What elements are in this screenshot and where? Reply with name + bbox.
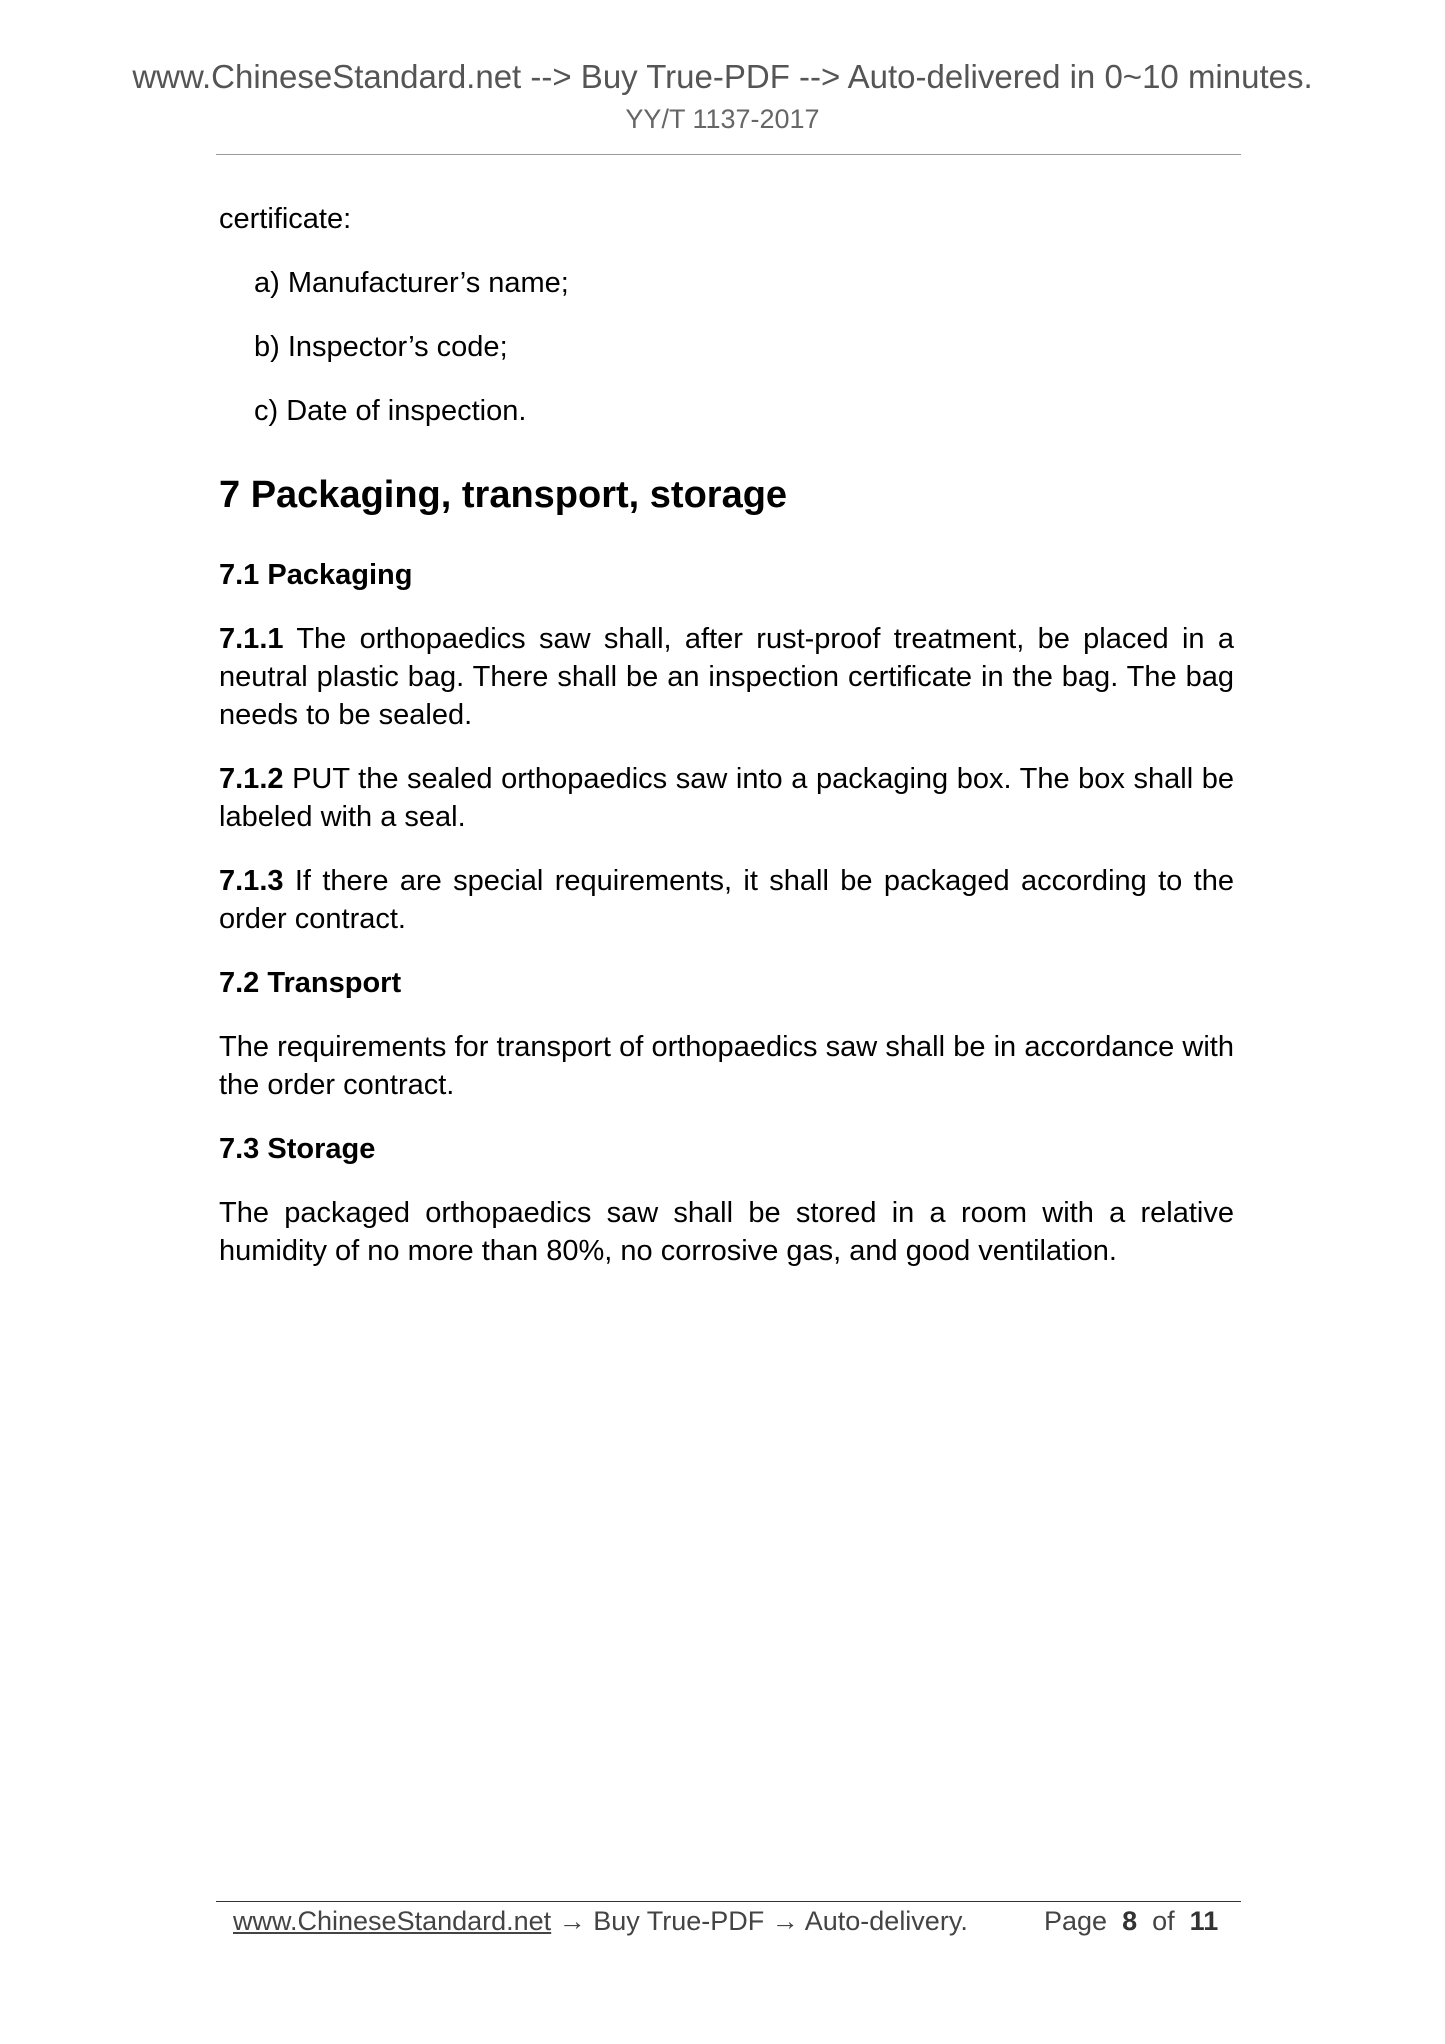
footer-divider — [216, 1901, 1241, 1902]
clause-7-1-3 — [219, 862, 1234, 938]
clause-7-1-1 — [219, 620, 1234, 734]
section-7-heading: 7 Packaging, transport, storage — [219, 474, 788, 516]
clause-7-1-2 — [219, 760, 1234, 836]
page-number — [1044, 1906, 1218, 1937]
header-divider — [216, 154, 1241, 155]
clause-7-1-1-number: 7.1.1 — [219, 623, 284, 655]
footer-promo-text: → Buy True-PDF → Auto-delivery. — [551, 1906, 968, 1936]
current-page: 8 — [1122, 1906, 1138, 1936]
footer-promo — [233, 1906, 968, 1937]
clause-7-1-2-text: PUT the sealed orthopaedics saw into a packaging box. The box shall be labeled with a seal. — [219, 763, 1235, 833]
page-content — [219, 200, 1234, 1270]
list-item-date: c) Date of inspection. — [254, 395, 527, 427]
standard-code: YY/T 1137-2017 — [625, 104, 820, 134]
section-7-3-heading: 7.3 Storage — [219, 1133, 376, 1165]
storage-text: The packaged orthopaedics saw shall be stored in a room with a relative humidity of no more than 80%, no corrosive gas, and good ventilation. — [219, 1197, 1234, 1267]
clause-7-1-1-text: The orthopaedics saw shall, after rust-proof treatment, be placed in a neutral plastic bag. There shall be an inspection certificate in the bag. The bag needs to be sealed. — [219, 623, 1234, 731]
lead-text: certificate: — [219, 203, 352, 235]
list-item-manufacturer: a) Manufacturer’s name; — [254, 267, 569, 299]
section-7-1-heading: 7.1 Packaging — [219, 559, 413, 591]
footer-link[interactable]: www.ChineseStandard.net — [233, 1906, 552, 1936]
clause-7-1-2-number: 7.1.2 — [219, 763, 284, 795]
clause-7-1-3-number: 7.1.3 — [219, 865, 284, 897]
of-word: of — [1152, 1906, 1175, 1936]
section-7-2-heading: 7.2 Transport — [219, 967, 402, 999]
total-pages: 11 — [1189, 1906, 1219, 1936]
clause-7-1-3-text: If there are special requirements, it shall be packaged according to the order contract. — [219, 865, 1234, 935]
transport-text: The requirements for transport of orthopaedics saw shall be in accordance with the order contract. — [219, 1031, 1234, 1101]
page-word: Page — [1044, 1906, 1108, 1936]
list-item-inspector: b) Inspector’s code; — [254, 331, 508, 363]
header-banner: www.ChineseStandard.net --> Buy True-PDF --> Auto-delivered in 0~10 minutes. — [132, 58, 1313, 95]
